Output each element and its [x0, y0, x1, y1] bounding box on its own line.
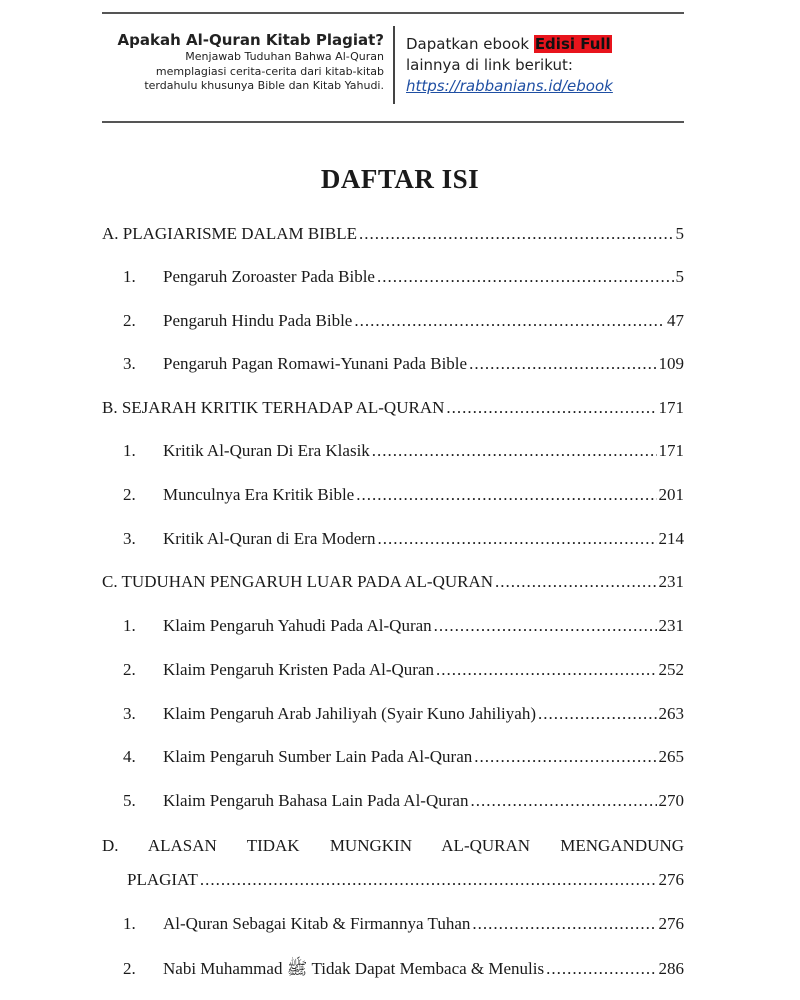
toc-item[interactable]: [123, 747, 684, 771]
toc-page-number: 109: [658, 354, 684, 373]
toc-item[interactable]: [123, 441, 684, 465]
dot-leader: [495, 572, 656, 592]
book-subtitle-line-2: memplagiasi cerita-cerita dari kitab-kitab: [155, 64, 384, 78]
dot-leader: [436, 660, 657, 680]
header-divider: [393, 26, 395, 104]
toc-section-c[interactable]: [102, 572, 684, 596]
dot-leader: [546, 959, 656, 979]
toc-page-number: 286: [658, 959, 684, 978]
promo-line-1: [406, 34, 676, 55]
dot-leader: [470, 791, 656, 811]
toc-item-label: Klaim Pengaruh Arab Jahiliyah (Syair Kuno Jahiliyah): [163, 704, 536, 723]
header-top-rule: [102, 12, 684, 14]
ebook-link[interactable]: https://rabbanians.id/ebook: [406, 77, 613, 95]
toc-page-number: 171: [658, 441, 684, 460]
dot-leader: [377, 529, 656, 549]
toc-page-number: 276: [658, 870, 684, 889]
toc-page-number: 265: [658, 747, 684, 766]
dot-leader: [472, 914, 656, 934]
book-subtitle-line-1: Menjawab Tuduhan Bahwa Al-Quran: [185, 50, 384, 63]
toc-section-label: B. SEJARAH KRITIK TERHADAP AL-QURAN: [102, 398, 445, 417]
toc-item-label: Klaim Pengaruh Bahasa Lain Pada Al-Quran: [163, 791, 469, 810]
toc-page-number: 252: [658, 660, 684, 679]
promo-highlight-badge: Edisi Full: [534, 35, 611, 53]
toc-item-label: Pengaruh Zoroaster Pada Bible: [163, 267, 375, 286]
dot-leader: [359, 224, 674, 244]
toc-item[interactable]: [123, 267, 684, 291]
toc-item[interactable]: [123, 485, 684, 509]
toc-item-label: Kritik Al-Quran di Era Modern: [163, 529, 376, 548]
toc-item-number: 4.: [123, 747, 136, 766]
toc-item-label: Kritik Al-Quran Di Era Klasik: [163, 441, 370, 460]
toc-item[interactable]: [123, 616, 684, 640]
toc-page-number: 47: [667, 311, 684, 330]
toc-page-number: 263: [658, 704, 684, 723]
toc-item-number: 2.: [123, 311, 136, 330]
toc-item[interactable]: [123, 914, 684, 938]
toc-item-label: Klaim Pengaruh Sumber Lain Pada Al-Quran: [163, 747, 473, 766]
toc-item-number: 3.: [123, 529, 136, 548]
header-promo: [406, 34, 676, 97]
toc-item-number: 5.: [123, 791, 136, 810]
toc-page-number: 201: [658, 485, 684, 504]
header-bottom-rule: [102, 121, 684, 123]
toc-item-label: Klaim Pengaruh Kristen Pada Al-Quran: [163, 660, 434, 679]
toc-item-number: 3.: [123, 354, 136, 373]
toc-section-label: C. TUDUHAN PENGARUH LUAR PADA AL-QURAN: [102, 572, 494, 591]
toc-item-number: 1.: [123, 616, 136, 635]
dot-leader: [200, 870, 657, 890]
toc-item-number: 3.: [123, 704, 136, 723]
toc-section-label: PLAGIAT: [127, 870, 198, 889]
dot-leader: [538, 704, 657, 724]
toc-item-label: Pengaruh Pagan Romawi-Yunani Pada Bible: [163, 354, 468, 373]
toc-item[interactable]: [123, 660, 684, 684]
toc-section-d-line-1[interactable]: D. ALASAN TIDAK MUNGKIN AL-QURAN MENGANDUNG: [102, 836, 684, 855]
toc-section-d[interactable]: [127, 870, 684, 894]
toc-item[interactable]: [123, 354, 684, 378]
toc-item-number: 1.: [123, 914, 136, 933]
toc-item-number: 2.: [123, 660, 136, 679]
toc-page-number: 214: [658, 529, 684, 548]
toc-item-number: 2.: [123, 959, 136, 978]
toc-title: DAFTAR ISI: [320, 164, 480, 194]
toc-page-number: 5: [675, 267, 684, 286]
toc-item-number: 1.: [123, 441, 136, 460]
toc-page-number: 171: [658, 398, 684, 417]
toc-section-b[interactable]: [102, 398, 684, 422]
toc-item-label: Nabi Muhammad ﷺ Tidak Dapat Membaca & Menulis: [163, 959, 545, 978]
toc-item[interactable]: [123, 958, 684, 982]
toc-item-label: Klaim Pengaruh Yahudi Pada Al-Quran: [163, 616, 432, 635]
dot-leader: [377, 267, 674, 287]
promo-line-2: lainnya di link berikut:: [406, 56, 573, 74]
toc-item[interactable]: [123, 529, 684, 553]
toc-section-a[interactable]: [102, 224, 684, 248]
toc-item[interactable]: [123, 704, 684, 728]
dot-leader: [474, 747, 656, 767]
dot-leader: [469, 354, 656, 374]
dot-leader: [372, 441, 657, 461]
toc-item[interactable]: [123, 311, 684, 335]
toc-item-number: 1.: [123, 267, 136, 286]
toc-page-number: 231: [658, 616, 684, 635]
dot-leader: [434, 616, 657, 636]
toc-item-label: Munculnya Era Kritik Bible: [163, 485, 355, 504]
dot-leader: [356, 485, 656, 505]
toc-item-label: Pengaruh Hindu Pada Bible: [163, 311, 353, 330]
toc-section-label: A. PLAGIARISME DALAM BIBLE: [102, 224, 357, 243]
toc-page-number: 270: [658, 791, 684, 810]
dot-leader: [354, 311, 665, 331]
toc-item[interactable]: [123, 791, 684, 815]
toc-page-number: 231: [658, 572, 684, 591]
promo-prefix: Dapatkan ebook: [406, 35, 530, 53]
toc-item-label: Al-Quran Sebagai Kitab & Firmannya Tuhan: [163, 914, 471, 933]
book-title: Apakah Al-Quran Kitab Plagiat?: [117, 31, 384, 49]
header-book-info: [102, 30, 384, 94]
dot-leader: [446, 398, 656, 418]
toc-item-number: 2.: [123, 485, 136, 504]
toc-page-number: 276: [658, 914, 684, 933]
toc-page-number: 5: [675, 224, 684, 243]
book-subtitle-line-3: terdahulu khusunya Bible dan Kitab Yahudi.: [144, 79, 384, 92]
